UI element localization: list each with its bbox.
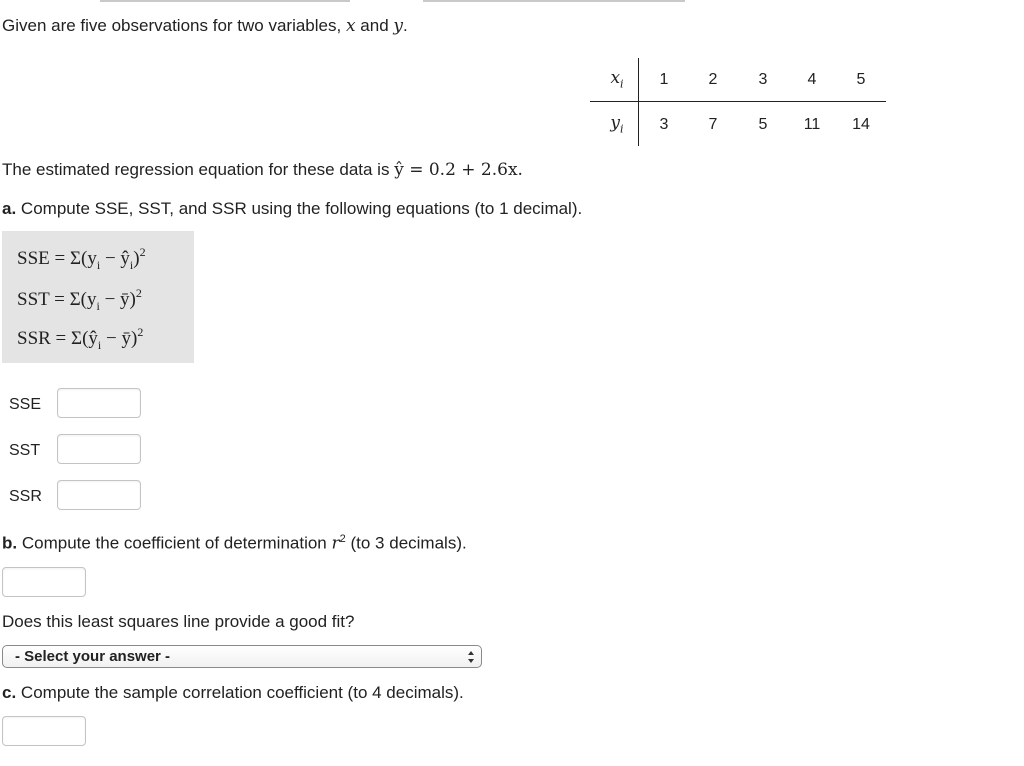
correlation-input[interactable] (2, 716, 86, 746)
x-value-2: 2 (708, 71, 718, 88)
top-divider-left (100, 0, 350, 2)
y-value-3: 5 (758, 116, 768, 133)
intro-and: and (360, 16, 389, 35)
intro-sentence: Given are five observations for two variables, (2, 16, 342, 35)
regression-text: The estimated regression equation for these data is (2, 160, 390, 179)
part-c-text: Compute the sample correlation coefficient (to 4 decimals). (20, 683, 464, 702)
y-value-5: 14 (852, 116, 870, 133)
sst-input[interactable] (57, 434, 141, 464)
ssr-formula: SSR = $\Sigma(ŷ_i$ − ȳ)$^2$ (17, 325, 144, 352)
observation-table (590, 58, 886, 146)
x-value-5: 5 (856, 71, 866, 88)
intro-var-x: x (345, 16, 356, 36)
table-horizontal-rule (590, 101, 886, 102)
row-label-y: $y_i$ (610, 113, 624, 136)
ssr-input[interactable] (57, 480, 141, 510)
part-b-label: b. (2, 533, 18, 553)
part-c-prompt (2, 683, 464, 703)
select-value: - Select your answer - (15, 648, 171, 665)
x-value-4: 4 (807, 71, 817, 88)
part-a-prompt (2, 199, 582, 219)
sse-label: SSE (9, 396, 42, 413)
part-b-suffix: (to 3 decimals). (350, 533, 467, 553)
part-c-label: c. (2, 683, 17, 702)
regression-equation: ŷ = 0.2 + 2.6x. (394, 160, 523, 180)
fit-question: Does this least squares line provide a good fit? (2, 612, 355, 631)
intro-period: . (403, 16, 408, 35)
part-a-label: a. (2, 199, 17, 218)
sst-label: SST (9, 442, 41, 459)
part-b-exp: 2 (339, 533, 346, 545)
ssr-label: SSR (9, 488, 42, 505)
regression-line (2, 160, 523, 180)
intro-var-y: y (393, 16, 403, 36)
sse-formula: SSE = $\Sigma(y_i$ − $ŷ_i)^2$ (17, 245, 146, 272)
part-b-prompt (2, 533, 467, 554)
table-vertical-rule (638, 58, 639, 146)
top-divider-right (423, 0, 685, 2)
row-label-x: $x_i$ (610, 68, 624, 91)
y-value-1: 3 (659, 116, 669, 133)
part-b-r: r (331, 533, 340, 554)
part-a-text: Compute SSE, SST, and SSR using the following equations (to 1 decimal). (20, 199, 583, 218)
sst-formula: SST = $\Sigma(y_i$ − ȳ)$^2$ (17, 286, 142, 313)
select-arrows-icon (467, 650, 475, 664)
formula-box (2, 231, 194, 363)
x-value-3: 3 (758, 71, 768, 88)
y-value-2: 7 (708, 116, 718, 133)
y-value-4: 11 (803, 116, 821, 133)
intro-text (2, 16, 408, 36)
x-value-1: 1 (659, 71, 669, 88)
r-squared-input[interactable] (2, 567, 86, 597)
sse-input[interactable] (57, 388, 141, 418)
good-fit-select[interactable] (2, 645, 482, 668)
part-b-text: Compute the coefficient of determination (21, 533, 327, 553)
